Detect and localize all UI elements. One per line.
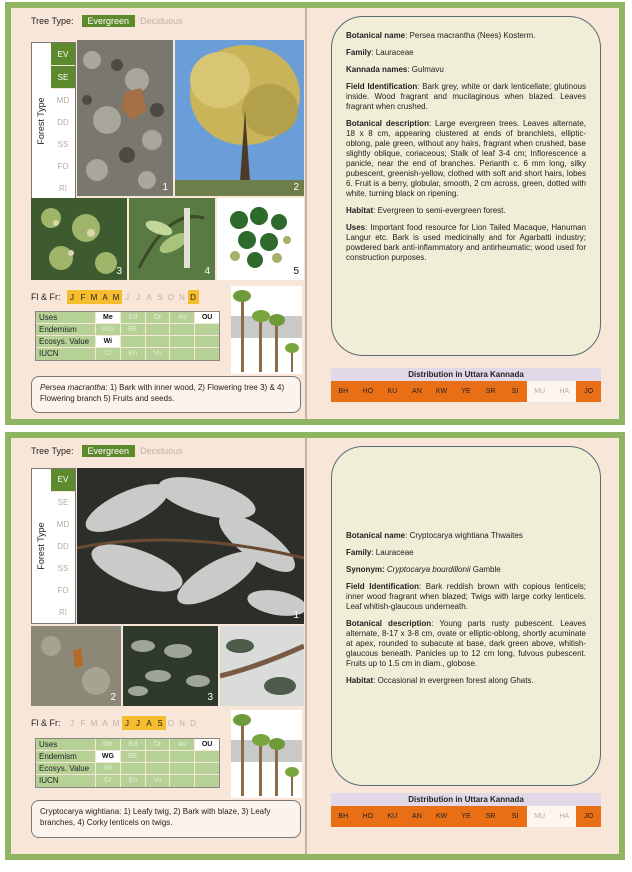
iucn-en: En [121,775,146,787]
flowering-fruiting-months [31,290,199,304]
photo-leafy-twig [77,468,304,624]
habitat: : Occasional in evergreen forest along Ghats. [373,676,534,685]
attr-label-endemism: Endemism [36,324,96,335]
attr-row-iucn [36,775,219,787]
forest-type-box [31,468,76,624]
card-2-body [11,438,619,854]
botanical-description-label: Botanical description [346,619,432,628]
forest-type-title: Forest Type [36,522,46,570]
dist-ku: KU [380,806,405,827]
forest-type-codes [51,43,75,199]
branch-image-b [129,198,215,280]
iucn-vu: Vu [146,775,171,787]
caption-species: Persea macrantha [40,383,106,392]
month-jul: J [133,716,144,730]
vegetation-strata-diagram [231,286,302,374]
dist-mu: MU [527,806,552,827]
attr-label-uses: Uses [36,739,96,750]
botanical-description-label: Botanical description [346,119,429,128]
forest-type-se: SE [51,66,75,89]
ecosys-wi: Wi [96,336,121,347]
bark-blaze-image [31,626,121,706]
lenticels-image [220,626,304,706]
forest-type-fo: FO [57,585,69,595]
month-jan: J [67,290,78,304]
forest-type-md: MD [56,520,70,530]
photo-num-1: 1 [293,610,299,621]
endemism-wg: WG [96,324,121,335]
flowering-fruiting-months [31,716,199,730]
uses-ou: OU [195,739,219,750]
dist-ku: KU [380,381,405,402]
attr-row-uses [36,312,219,324]
forest-type-codes [51,469,75,623]
dist-jo: JO [576,381,601,402]
uses-me: Me [96,312,121,323]
distribution-cells [331,381,601,402]
photo-num-2: 2 [110,692,116,703]
strata-trees-icon [231,710,302,798]
photo-bark [77,40,173,196]
dist-jo: JO [576,806,601,827]
distribution-table [331,368,601,402]
attr-label-endemism: Endemism [36,751,96,762]
month-feb: F [80,718,86,728]
tree-type-evergreen: Evergreen [82,445,136,457]
family-label: Family [346,548,372,557]
uses: : Important food resource for Lion Tailed Macaque, Hanuman Langur etc. Bark is used medicinally and for Agarbatti industry; powdered bark anti-inflammatory and antirheumatic; wood used for construction purposes. [346,223,586,262]
vegetation-strata-diagram [231,710,302,798]
forest-type-ri: RI [59,607,67,617]
field-identification-label: Field Identification [346,582,420,591]
month-mar: M [90,718,98,728]
botanical-name: : Cryptocarya wightiana Thwaites [405,531,523,540]
dist-an: AN [405,381,430,402]
forest-type-ev: EV [51,469,75,492]
habitat: : Evergreen to semi-evergreen forest. [373,206,506,215]
month-mar: M [89,290,100,304]
attr-row-iucn [36,348,219,360]
photo-caption [31,376,301,413]
flfr-label: Fl & Fr: [31,292,61,302]
tree-type-row [31,445,188,457]
iucn-cr: Cr [96,348,121,360]
tree-type-deciduous: Deciduous [140,446,183,456]
attr-label-ecosys: Ecosys. Value [36,336,96,347]
attr-row-endemism [36,751,219,763]
month-oct: O [167,718,175,728]
forest-type-dd: DD [57,117,69,127]
attr-row-uses [36,739,219,751]
dist-sr: SR [478,381,503,402]
dist-ho: HO [356,381,381,402]
distribution-table [331,793,601,827]
uses-av: Av [170,739,195,750]
tree-type-deciduous: Deciduous [140,16,183,26]
photo-flowering-tree [175,40,304,196]
month-dec: D [188,290,199,304]
uses-av: Av [170,312,195,323]
attr-row-ecosys [36,763,219,775]
dist-an: AN [405,806,430,827]
family-label: Family [346,48,372,57]
species-description [331,446,601,786]
distribution-title: Distribution in Uttara Kannada [331,368,601,381]
photo-flowering-branch-b [129,198,215,280]
forest-type-ev: EV [51,43,75,66]
attr-label-ecosys: Ecosys. Value [36,763,96,774]
uses-me: Me [96,739,121,750]
botanical-description: : Young parts rusty pubescent. Leaves alternate, 8-17 x 3-8 cm, ovate or elliptic-oblong, shortly acuminate at apex, rounded to subacute at base, dark green above, whitish-glaucous beneath. Panicles up to 12 cm long, fulvous pubescent. Fruits up to 1.5 cm in diam., globose. [346,619,586,668]
field-identification: : Bark grey, white or dark lenticellate; glutinous inside. Wood fragrant and mucilaginous when blazed. Leaves fragrant when crushed. [346,82,586,111]
forest-type-se: SE [57,498,69,508]
uses-or: Or [146,739,171,750]
iucn-vu: Vu [146,348,171,360]
synonym-name: Cryptocarya bourdillonii [386,565,471,574]
photo-num-3: 3 [207,692,213,703]
dist-mu: MU [527,381,552,402]
dist-sr: SR [478,806,503,827]
dist-bh: BH [331,381,356,402]
distribution-cells [331,806,601,827]
caption-text: : 1) Bark with inner wood, 2) Flowering tree 3) & 4) Flowering branch 5) Fruits and seeds. [40,383,285,403]
attributes-table [35,738,220,788]
family: : Lauraceae [371,548,414,557]
month-apr: A [100,290,111,304]
bark-image [77,40,173,196]
photo-num-4: 4 [204,266,210,277]
fruits-image [217,198,304,280]
species-description [331,16,601,356]
flfr-label: Fl & Fr: [31,718,61,728]
species-card-2 [5,432,625,860]
species-card-1 [5,2,625,425]
forest-type-title: Forest Type [36,97,46,145]
month-jun: J [122,716,133,730]
ecosys-wi: Wi [96,763,121,774]
tree-image [175,40,304,196]
card-1-left-panel [11,8,307,419]
card-1-body [11,8,619,419]
photo-flowering-branch-a [31,198,127,280]
photo-fruits [217,198,304,280]
month-feb: F [78,290,89,304]
month-sep: S [155,716,166,730]
field-identification: : Bark reddish brown with copious lenticels; inner wood fragrant when blazed; Twigs with large corky lenticels. Leaf whitish-glaucous underneath. [346,582,586,611]
strata-trees-icon [231,286,302,374]
field-identification-label: Field Identification [346,82,418,91]
forest-type-ss: SS [57,139,69,149]
uses-ed: Ed [121,739,146,750]
botanical-name-label: Botanical name [346,31,406,40]
forest-type-md: MD [56,95,70,105]
forest-type-ri: RI [59,183,67,193]
dist-ye: YE [454,806,479,827]
dist-si: SI [503,806,528,827]
iucn-en: En [121,348,146,360]
distribution-title: Distribution in Uttara Kannada [331,793,601,806]
attr-row-endemism [36,324,219,336]
dist-si: SI [503,381,528,402]
month-oct: O [167,292,175,302]
kannada-names-label: Kannada names [346,65,408,74]
leafy-branches-image [123,626,218,706]
uses-ed: Ed [121,312,146,323]
dist-ho: HO [356,806,381,827]
photo-caption [31,800,301,838]
uses-or: Or [146,312,171,323]
endemism-be: BE [121,751,146,762]
forest-type-dd: DD [57,542,69,551]
tree-type-evergreen: Evergreen [82,15,136,27]
forest-type-box [31,42,76,200]
photo-num-2: 2 [293,182,299,193]
dist-kw: KW [429,806,454,827]
month-dec: D [190,718,196,728]
month-jan: J [70,718,74,728]
botanical-name: : Persea macrantha (Nees) Kosterm. [405,31,536,40]
uses-ou: OU [195,312,219,323]
photo-num-3: 3 [116,266,122,277]
photo-num-1: 1 [162,182,168,193]
month-jun: J [125,292,129,302]
forest-type-ss: SS [57,563,69,573]
month-aug: A [146,292,152,302]
month-nov: N [179,718,185,728]
attr-row-ecosys [36,336,219,348]
forest-type-fo: FO [57,161,69,171]
photo-leafy-branches [123,626,218,706]
botanical-name-label: Botanical name [346,531,406,540]
card-2-left-panel [11,438,307,854]
dist-kw: KW [429,381,454,402]
tree-type-row [31,15,188,27]
month-nov: N [179,292,185,302]
card-1-right-panel [317,8,619,419]
leafy-twig-image [77,468,304,624]
endemism-wg: WG [96,751,121,762]
month-aug: A [144,716,155,730]
tree-type-label: Tree Type: [31,446,74,456]
attributes-table [35,311,220,361]
attr-label-uses: Uses [36,312,96,323]
photo-bark-blaze [31,626,121,706]
dist-ha: HA [552,806,577,827]
dist-ye: YE [454,381,479,402]
family: : Lauraceae [371,48,414,57]
card-2-right-panel [317,438,619,854]
dist-ha: HA [552,381,577,402]
month-apr: A [102,718,108,728]
attr-label-iucn: IUCN [36,775,96,787]
synonym-label: Synonym: [346,565,385,574]
attr-label-iucn: IUCN [36,348,96,360]
month-may: M [112,718,120,728]
iucn-cr: Cr [96,775,121,787]
month-sep: S [157,292,163,302]
tree-type-label: Tree Type: [31,16,74,26]
synonym-author: Gamble [470,565,501,574]
endemism-be: BE [121,324,146,335]
caption-text: Cryptocarya wightiana: 1) Leafy twig, 2) Bark with blaze, 3) Leafy branches, 4) Corky lenticels on twigs. [40,807,271,827]
photo-corky-lenticels [220,626,304,706]
kannada-names: : Gulmavu [407,65,444,74]
habitat-label: Habitat [346,206,374,215]
branch-image-a [31,198,127,280]
month-jul: J [136,292,140,302]
botanical-description: : Large evergreen trees. Leaves alternate, 18 x 8 cm, appearing clustered at ends of branchlets, elliptic-oblong, pale green, without any hairs, fragrant when crushed, base slightly oblique, coriaceous; Stalk of leaf 3-4 cm; Inflorescence a panicle, near the end of branches. Perianth c. 6 mm long, silky pubescent, greenish-yellow, clothed with soft and short hairs, lobes 6. Fruit is a berry, globular, smooth, 2 cm across, green, dotted with white, turning black on ripening. [346,119,586,198]
uses-label: Uses [346,223,366,232]
photo-num-5: 5 [293,266,299,277]
month-may: M [111,290,122,304]
habitat-label: Habitat [346,676,374,685]
dist-bh: BH [331,806,356,827]
